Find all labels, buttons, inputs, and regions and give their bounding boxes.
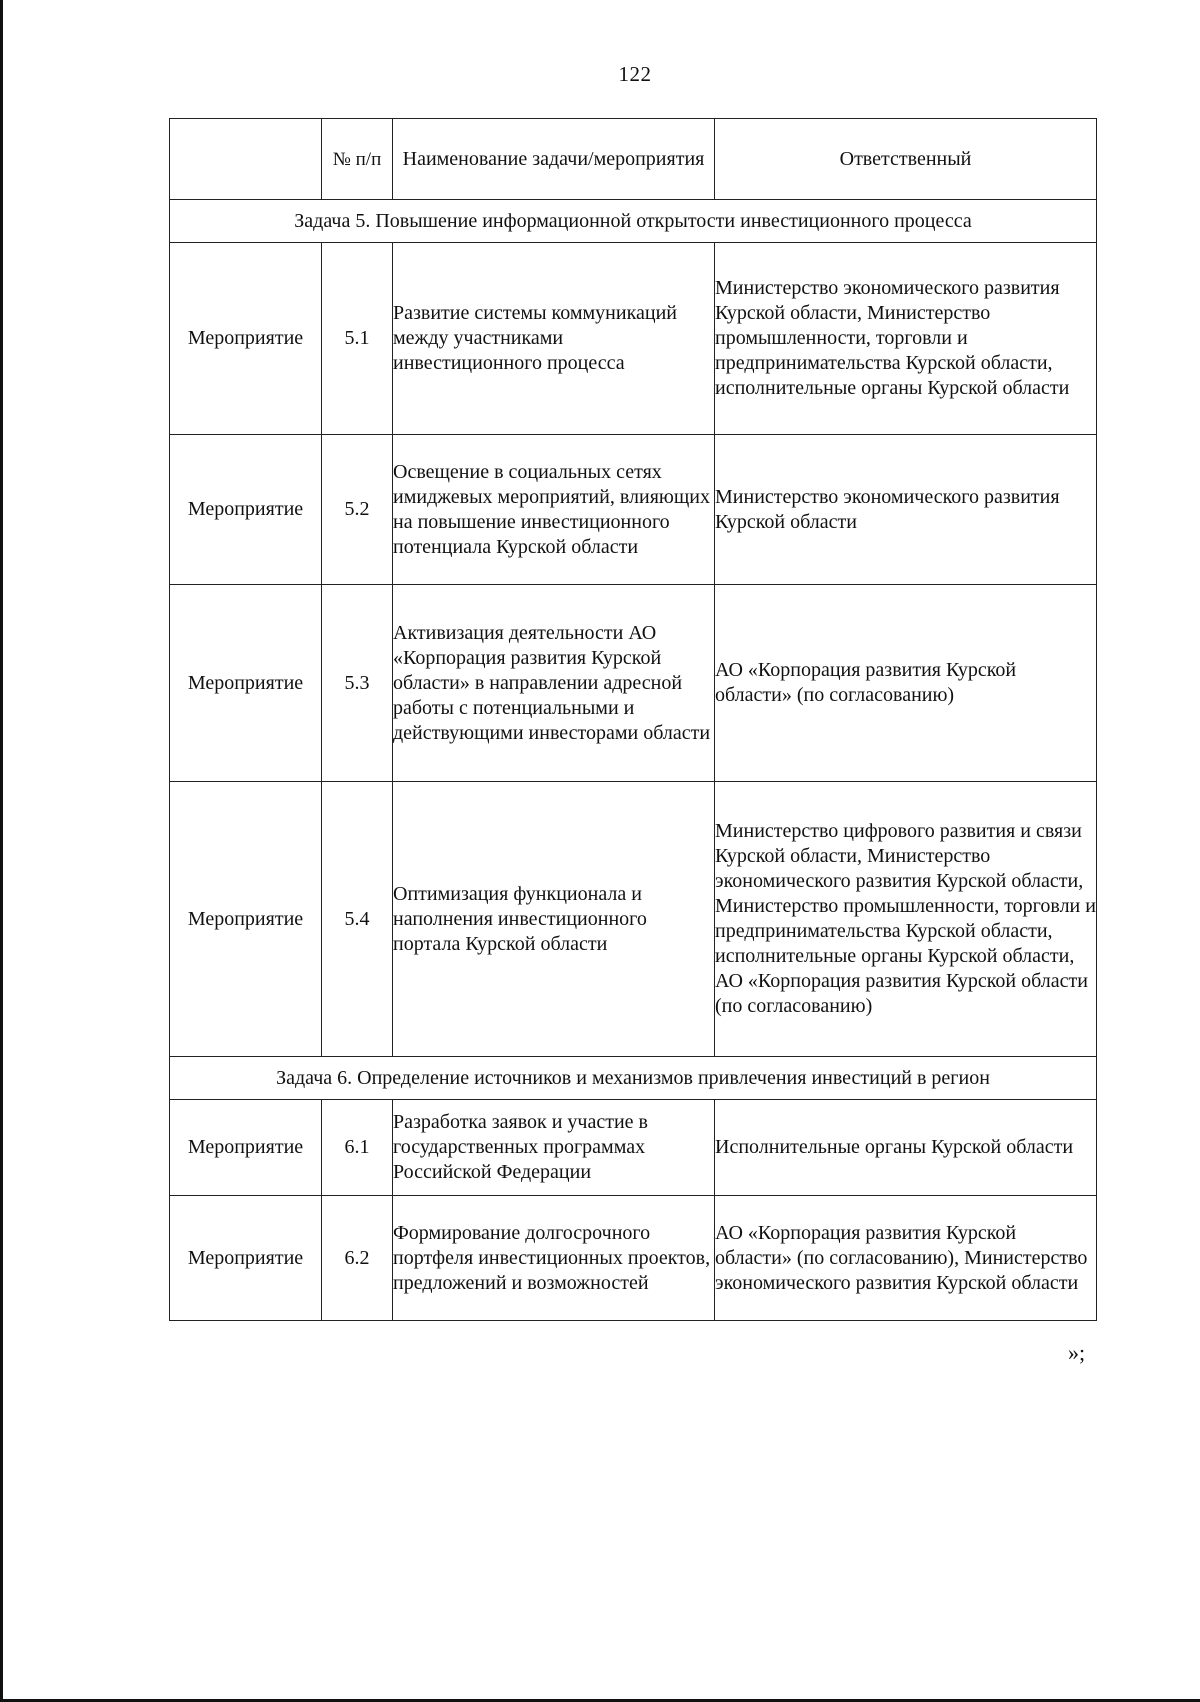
task-title: Задача 5. Повышение информационной открытости инвестиционного процесса <box>170 200 1097 243</box>
row-num: 5.4 <box>322 782 393 1057</box>
table-row <box>170 585 1097 782</box>
row-type: Мероприятие <box>170 1196 322 1321</box>
row-num: 6.1 <box>322 1100 393 1196</box>
row-responsible: Исполнительные органы Курской области <box>715 1100 1097 1196</box>
task-row <box>170 200 1097 243</box>
row-name: Освещение в социальных сетях имиджевых мероприятий, влияющих на повышение инвестиционного потенциала Курской области <box>393 435 715 585</box>
row-name: Развитие системы коммуникаций между участниками инвестиционного процесса <box>393 243 715 435</box>
row-num: 5.3 <box>322 585 393 782</box>
row-responsible: Министерство цифрового развития и связи Курской области, Министерство экономического развития Курской области, Министерство промышленности, торговли и предпринимательства Курской области, исполнительные органы Курской области, АО «Корпорация развития Курской области (по согласованию) <box>715 782 1097 1057</box>
task-title: Задача 6. Определение источников и механизмов привлечения инвестиций в регион <box>170 1057 1097 1100</box>
scan-edge-left <box>0 0 3 1702</box>
row-num: 6.2 <box>322 1196 393 1321</box>
table-row <box>170 782 1097 1057</box>
header-responsible: Ответственный <box>715 119 1097 200</box>
table-header-row <box>170 119 1097 200</box>
closing-quote-mark: »; <box>1068 1340 1086 1365</box>
row-responsible: АО «Корпорация развития Курской области» (по согласованию), Министерство экономического развития Курской области <box>715 1196 1097 1321</box>
row-name: Оптимизация функционала и наполнения инвестиционного портала Курской области <box>393 782 715 1057</box>
page-number: 122 <box>618 62 652 86</box>
row-type: Мероприятие <box>170 585 322 782</box>
task-row <box>170 1057 1097 1100</box>
table-row <box>170 1196 1097 1321</box>
table-row <box>170 243 1097 435</box>
plan-table <box>169 118 1097 1321</box>
row-name: Разработка заявок и участие в государственных программах Российской Федерации <box>393 1100 715 1196</box>
row-num: 5.1 <box>322 243 393 435</box>
row-type: Мероприятие <box>170 435 322 585</box>
header-type <box>170 119 322 200</box>
table-row <box>170 435 1097 585</box>
row-responsible: Министерство экономического развития Курской области, Министерство промышленности, торговли и предпринимательства Курской области, исполнительные органы Курской области <box>715 243 1097 435</box>
row-type: Мероприятие <box>170 243 322 435</box>
header-name: Наименование задачи/мероприятия <box>393 119 715 200</box>
header-num: № п/п <box>322 119 393 200</box>
row-num: 5.2 <box>322 435 393 585</box>
table-row <box>170 1100 1097 1196</box>
row-type: Мероприятие <box>170 782 322 1057</box>
row-type: Мероприятие <box>170 1100 322 1196</box>
row-responsible: Министерство экономического развития Курской области <box>715 435 1097 585</box>
row-responsible: АО «Корпорация развития Курской области» (по согласованию) <box>715 585 1097 782</box>
row-name: Активизация деятельности АО «Корпорация развития Курской области» в направлении адресной работы с потенциальными и действующими инвесторами области <box>393 585 715 782</box>
row-name: Формирование долгосрочного портфеля инвестиционных проектов, предложений и возможностей <box>393 1196 715 1321</box>
